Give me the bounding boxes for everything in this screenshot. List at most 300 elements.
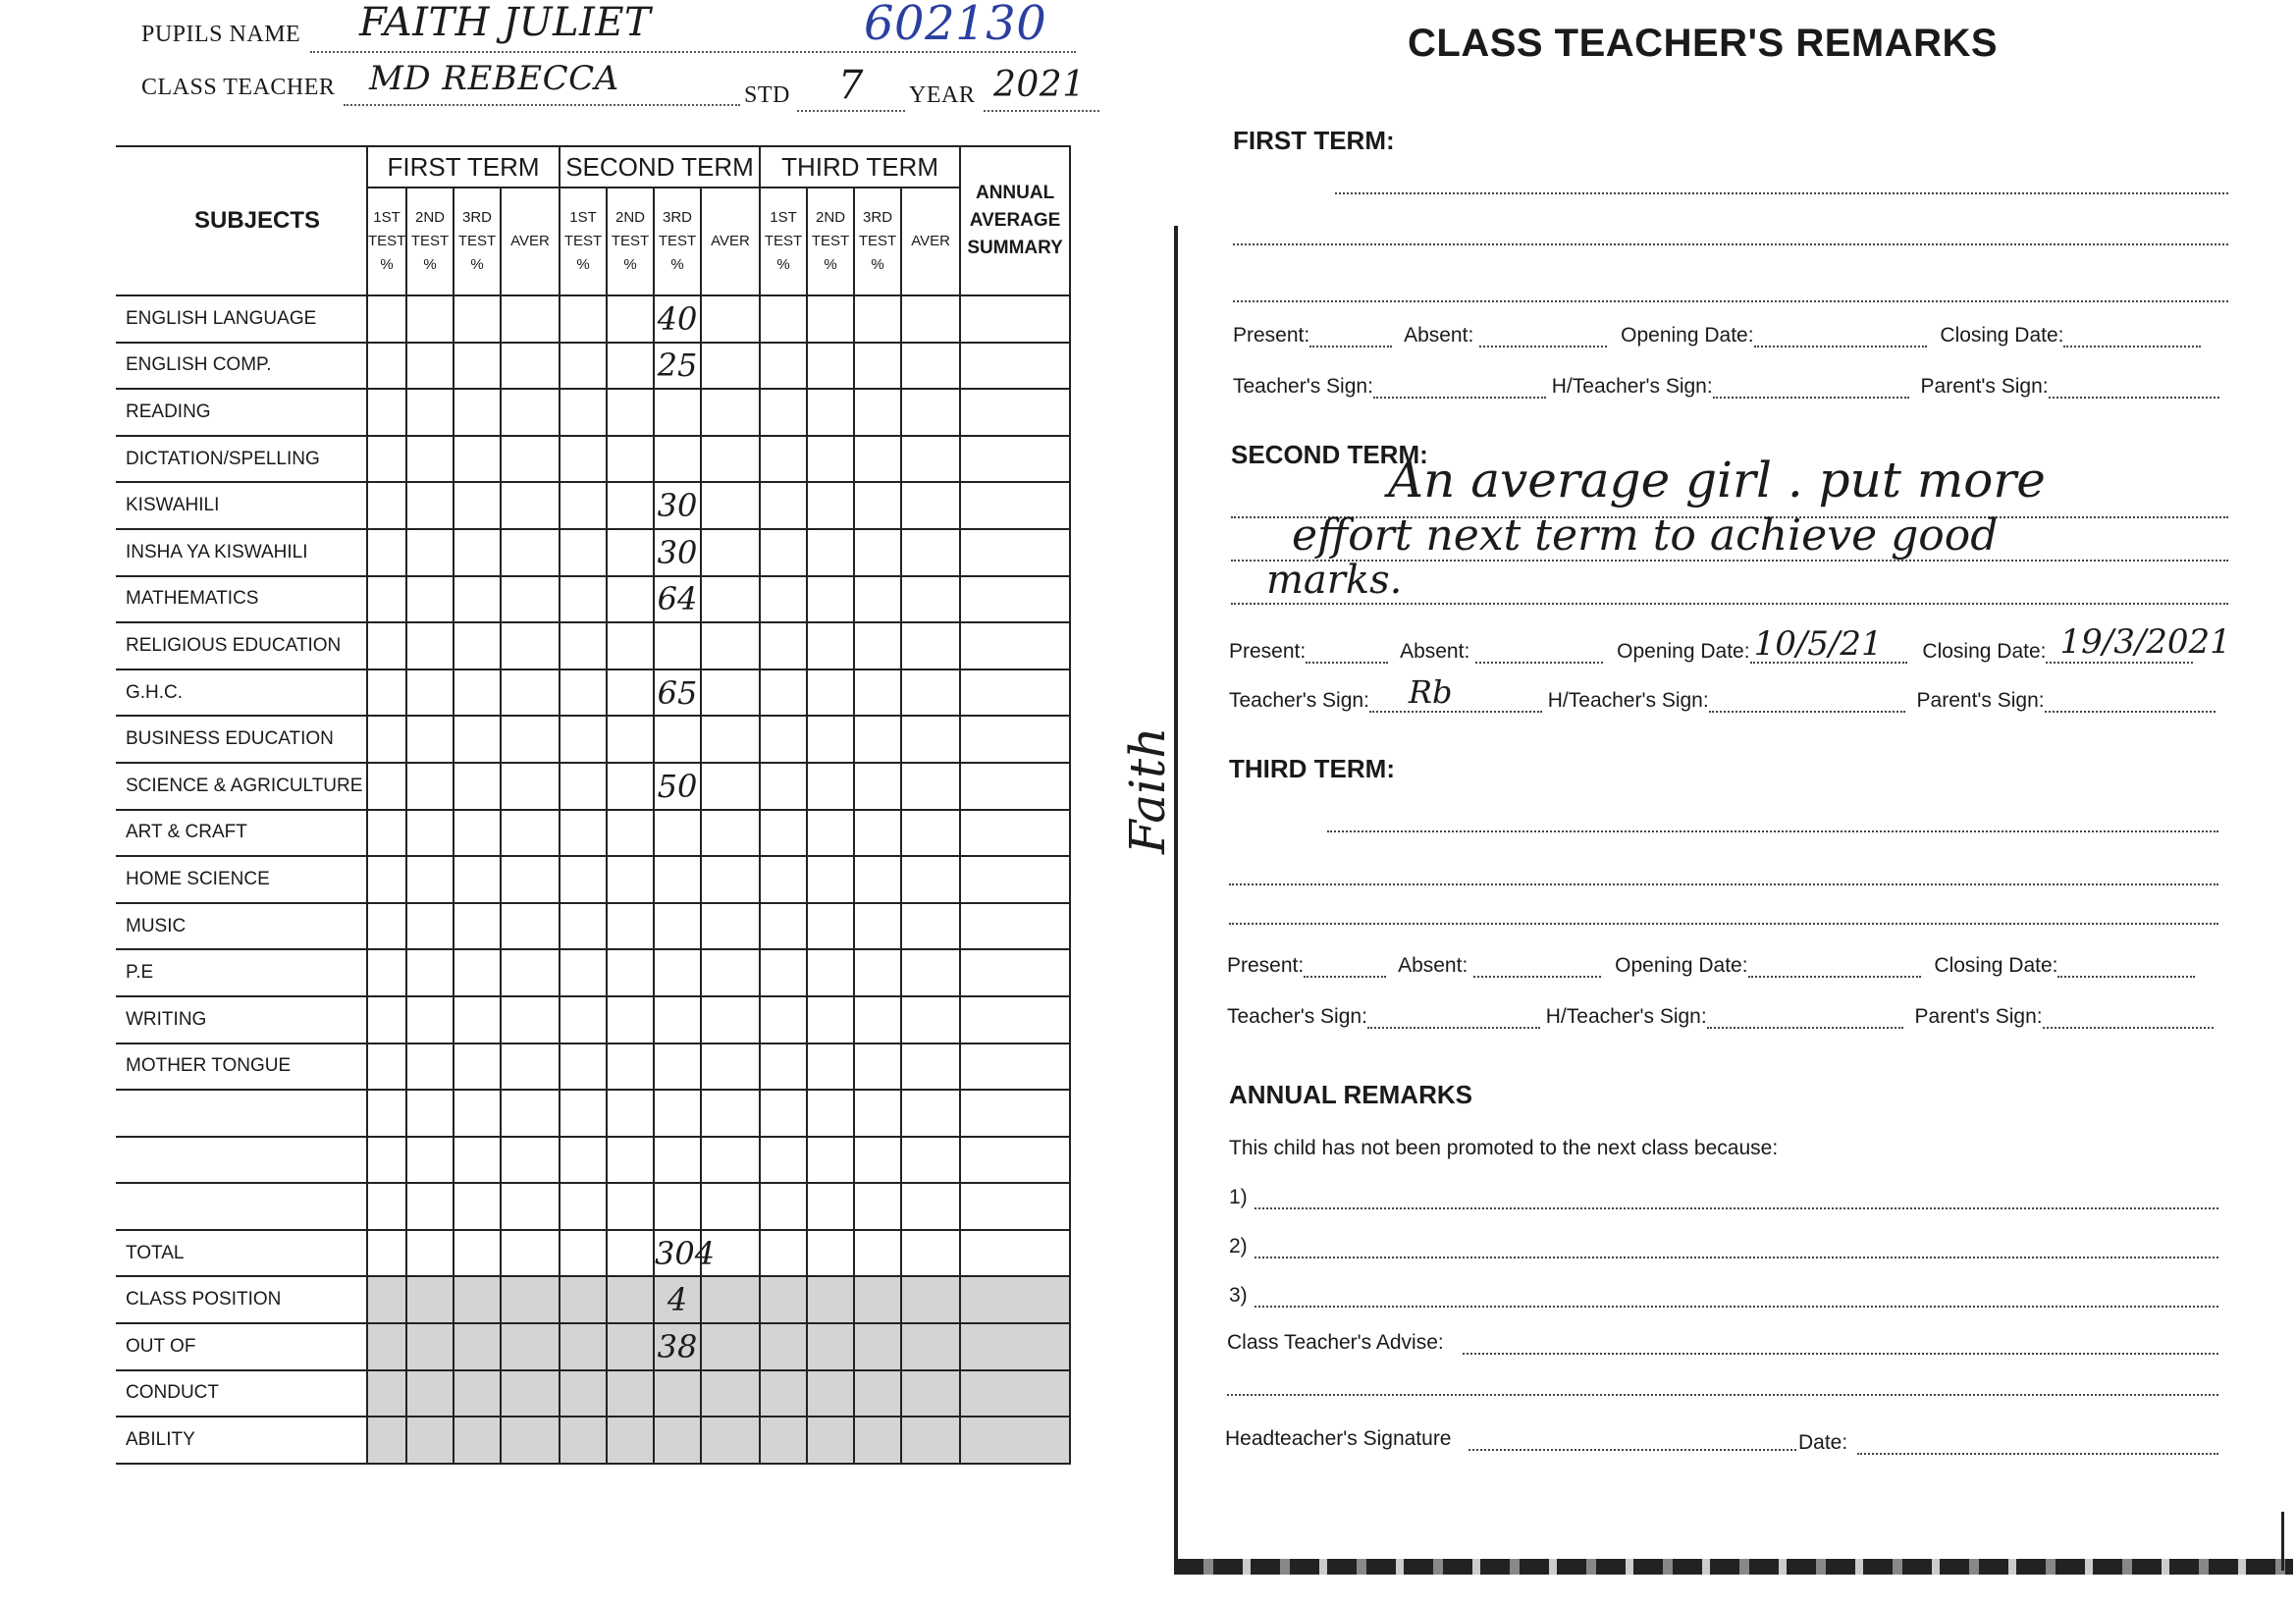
score-cell — [854, 716, 901, 763]
score-cell — [406, 1323, 454, 1370]
score-cell — [807, 1276, 854, 1323]
table-row — [116, 389, 1070, 436]
term-1-col-2-header: 2ND TEST % — [406, 187, 454, 295]
score-cell — [501, 1183, 560, 1230]
score-cell — [701, 903, 760, 950]
table-row — [116, 576, 1070, 623]
score-cell — [760, 810, 807, 857]
absent-field — [1475, 644, 1603, 664]
score-cell — [901, 1137, 960, 1184]
first-term-title: FIRST TERM: — [1233, 126, 1395, 155]
score-cell — [454, 716, 501, 763]
head-sign-label: H/Teacher's Sign: — [1547, 689, 1709, 712]
class-teacher-value: MD REBECCA — [369, 59, 619, 98]
score-cell — [760, 949, 807, 996]
second-term-3rd-test-score: 30 — [654, 529, 701, 576]
score-cell — [607, 763, 654, 810]
table-row — [116, 1183, 1070, 1230]
score-cell — [854, 622, 901, 669]
table-row — [116, 763, 1070, 810]
present-field — [1304, 958, 1386, 978]
class-teacher-advise-label: Class Teacher's Advise: — [1227, 1331, 1444, 1354]
score-cell — [607, 1183, 654, 1230]
score-cell — [701, 716, 760, 763]
score-cell — [406, 576, 454, 623]
first-term-line-1 — [1335, 192, 2228, 194]
score-cell — [501, 949, 560, 996]
score-cell — [406, 949, 454, 996]
score-cell — [501, 669, 560, 717]
second-term-3rd-test-score — [654, 1090, 701, 1137]
score-cell — [406, 763, 454, 810]
second-term-3rd-test-score: 4 — [654, 1276, 701, 1323]
score-cell — [367, 436, 406, 483]
teacher-sign-field — [1367, 1009, 1540, 1029]
year-value: 2021 — [993, 65, 1086, 105]
score-cell — [501, 903, 560, 950]
score-cell — [901, 576, 960, 623]
headteacher-signature-label: Headteacher's Signature — [1225, 1427, 1452, 1450]
score-cell — [560, 1370, 607, 1418]
teacher-sign-label: Teacher's Sign: — [1227, 1005, 1367, 1028]
subject-name: ABILITY — [116, 1417, 367, 1464]
score-cell — [560, 1137, 607, 1184]
score-cell — [701, 1323, 760, 1370]
date-line — [1857, 1453, 2218, 1455]
second-term-3rd-test-score — [654, 622, 701, 669]
score-cell — [854, 1370, 901, 1418]
subject-name: BUSINESS EDUCATION — [116, 716, 367, 763]
score-cell — [454, 949, 501, 996]
annual-item-3-line — [1255, 1306, 2218, 1308]
score-cell — [807, 1417, 854, 1464]
score-cell — [807, 622, 854, 669]
score-cell — [960, 669, 1070, 717]
table-row — [116, 482, 1070, 529]
pupil-name-value: FAITH JULIET — [359, 0, 652, 45]
score-cell — [760, 1137, 807, 1184]
score-cell — [454, 295, 501, 343]
score-cell — [901, 482, 960, 529]
score-cell — [607, 529, 654, 576]
score-cell — [501, 1090, 560, 1137]
score-cell — [960, 1090, 1070, 1137]
score-cell — [607, 436, 654, 483]
score-cell — [901, 295, 960, 343]
score-cell — [367, 389, 406, 436]
score-cell — [807, 295, 854, 343]
score-cell — [807, 669, 854, 717]
second-term-3rd-test-score — [654, 1137, 701, 1184]
score-cell — [501, 1417, 560, 1464]
second-term-3rd-test-score — [654, 903, 701, 950]
score-cell — [701, 949, 760, 996]
score-cell — [560, 576, 607, 623]
score-cell — [406, 1043, 454, 1091]
score-cell — [701, 669, 760, 717]
score-cell — [501, 482, 560, 529]
score-cell — [501, 716, 560, 763]
score-cell — [454, 622, 501, 669]
score-cell — [501, 343, 560, 390]
score-cell — [501, 436, 560, 483]
marks-body — [116, 295, 1070, 1464]
score-cell — [760, 1183, 807, 1230]
score-cell — [701, 810, 760, 857]
score-cell — [560, 949, 607, 996]
table-row — [116, 996, 1070, 1043]
subject-name — [116, 1090, 367, 1137]
second-term-3rd-test-score: 30 — [654, 482, 701, 529]
score-cell — [406, 716, 454, 763]
table-row — [116, 1090, 1070, 1137]
score-cell — [406, 1417, 454, 1464]
score-cell — [367, 996, 406, 1043]
second-term-3rd-test-score — [654, 1183, 701, 1230]
score-cell — [607, 1276, 654, 1323]
score-cell — [367, 482, 406, 529]
score-cell — [406, 343, 454, 390]
annual-item-3: 3) — [1229, 1284, 1248, 1307]
score-cell — [854, 810, 901, 857]
score-cell — [367, 716, 406, 763]
score-cell — [406, 1090, 454, 1137]
table-row — [116, 295, 1070, 343]
score-cell — [807, 1043, 854, 1091]
score-cell — [367, 669, 406, 717]
present-label: Present: — [1229, 640, 1307, 663]
score-cell — [901, 1370, 960, 1418]
score-cell — [760, 436, 807, 483]
third-term-line-3 — [1229, 923, 2218, 925]
table-row — [116, 1276, 1070, 1323]
opening-label: Opening Date: — [1621, 324, 1754, 347]
second-term-remark-line-3: marks. — [1266, 558, 1403, 603]
second-term-signs — [1229, 673, 2216, 713]
score-cell — [760, 343, 807, 390]
score-cell — [901, 996, 960, 1043]
score-cell — [760, 1370, 807, 1418]
score-cell — [960, 343, 1070, 390]
opening-label: Opening Date: — [1615, 954, 1748, 977]
score-cell — [406, 529, 454, 576]
remarks-title: CLASS TEACHER'S REMARKS — [1408, 22, 1999, 65]
table-row — [116, 903, 1070, 950]
score-cell — [760, 622, 807, 669]
score-cell — [901, 810, 960, 857]
second-opening-date: 10/5/21 — [1753, 624, 1883, 664]
table-row — [116, 1417, 1070, 1464]
score-cell — [760, 716, 807, 763]
score-cell — [560, 810, 607, 857]
score-cell — [454, 389, 501, 436]
score-cell — [901, 343, 960, 390]
table-row — [116, 949, 1070, 996]
subject-name: RELIGIOUS EDUCATION — [116, 622, 367, 669]
closing-field — [2063, 328, 2201, 348]
pupil-name-line — [141, 0, 1084, 53]
subject-name: CLASS POSITION — [116, 1276, 367, 1323]
second-term-3rd-test-score — [654, 949, 701, 996]
score-cell — [960, 716, 1070, 763]
page-edge-left — [1174, 226, 1178, 1561]
score-cell — [406, 436, 454, 483]
score-cell — [901, 763, 960, 810]
score-cell — [607, 482, 654, 529]
score-cell — [701, 436, 760, 483]
score-cell — [901, 389, 960, 436]
score-cell — [367, 295, 406, 343]
second-term-3rd-test-score — [654, 436, 701, 483]
score-cell — [854, 1183, 901, 1230]
score-cell — [501, 1230, 560, 1277]
score-cell — [901, 669, 960, 717]
score-cell — [854, 1323, 901, 1370]
score-cell — [367, 763, 406, 810]
score-cell — [960, 1183, 1070, 1230]
score-cell — [960, 1323, 1070, 1370]
score-cell — [760, 576, 807, 623]
term-3-col-2-header: 2ND TEST % — [807, 187, 854, 295]
subject-name: HOME SCIENCE — [116, 856, 367, 903]
second-term-3rd-test-score — [654, 1370, 701, 1418]
score-cell — [854, 576, 901, 623]
score-cell — [807, 1183, 854, 1230]
score-cell — [854, 1276, 901, 1323]
score-cell — [560, 295, 607, 343]
score-cell — [501, 763, 560, 810]
annual-item-1-line — [1255, 1207, 2218, 1209]
score-cell — [901, 622, 960, 669]
score-cell — [854, 1230, 901, 1277]
score-cell — [367, 1276, 406, 1323]
teacher-sign-label: Teacher's Sign: — [1233, 375, 1373, 398]
score-cell — [854, 1417, 901, 1464]
score-cell — [607, 1137, 654, 1184]
score-cell — [854, 343, 901, 390]
annual-average-header: ANNUAL AVERAGE SUMMARY — [960, 146, 1070, 295]
score-cell — [760, 1090, 807, 1137]
score-cell — [367, 810, 406, 857]
third-term-line-2 — [1229, 883, 2218, 885]
score-cell — [454, 576, 501, 623]
score-cell — [760, 903, 807, 950]
score-cell — [501, 529, 560, 576]
score-cell — [454, 810, 501, 857]
page-edge-right — [2281, 1512, 2284, 1571]
second-term-line-3 — [1231, 603, 2228, 605]
second-term-3rd-test-score: 50 — [654, 763, 701, 810]
head-sign-field — [1713, 379, 1909, 399]
score-cell — [607, 716, 654, 763]
second-term-3rd-test-score — [654, 996, 701, 1043]
score-cell — [607, 343, 654, 390]
score-cell — [367, 1043, 406, 1091]
score-cell — [607, 1090, 654, 1137]
score-cell — [760, 1230, 807, 1277]
spine-handwritten-name: Faith — [1119, 726, 1176, 854]
score-cell — [960, 763, 1070, 810]
score-cell — [406, 1137, 454, 1184]
annual-item-2: 2) — [1229, 1235, 1248, 1257]
head-sign-field — [1709, 693, 1905, 713]
closing-field — [2046, 622, 2231, 664]
absent-label: Absent: — [1404, 324, 1474, 347]
score-cell — [960, 810, 1070, 857]
score-cell — [807, 1137, 854, 1184]
score-cell — [406, 1230, 454, 1277]
score-cell — [560, 1043, 607, 1091]
class-teacher-advise-line-1 — [1463, 1353, 2218, 1355]
score-cell — [760, 669, 807, 717]
subject-name: ENGLISH LANGUAGE — [116, 295, 367, 343]
score-cell — [367, 1370, 406, 1418]
score-cell — [406, 295, 454, 343]
third-term-line-1 — [1327, 830, 2218, 832]
closing-label: Closing Date: — [1934, 954, 2058, 977]
marks-table — [116, 145, 1071, 1465]
parent-sign-label: Parent's Sign: — [1914, 1005, 2043, 1028]
teacher-sign-field — [1369, 673, 1542, 713]
score-cell — [367, 1137, 406, 1184]
term-3-col-1-header: 1ST TEST % — [760, 187, 807, 295]
table-row — [116, 1043, 1070, 1091]
score-cell — [960, 856, 1070, 903]
score-cell — [960, 1370, 1070, 1418]
score-cell — [501, 622, 560, 669]
score-cell — [901, 1417, 960, 1464]
second-term-3rd-test-score — [654, 1043, 701, 1091]
score-cell — [406, 482, 454, 529]
score-cell — [960, 436, 1070, 483]
score-cell — [454, 529, 501, 576]
head-sign-label: H/Teacher's Sign: — [1551, 375, 1713, 398]
opening-label: Opening Date: — [1617, 640, 1750, 663]
subject-name: MOTHER TONGUE — [116, 1043, 367, 1091]
score-cell — [367, 622, 406, 669]
score-cell — [701, 996, 760, 1043]
table-row — [116, 1137, 1070, 1184]
score-cell — [701, 856, 760, 903]
score-cell — [807, 1370, 854, 1418]
std-dots — [797, 110, 905, 112]
score-cell — [760, 389, 807, 436]
score-cell — [607, 903, 654, 950]
score-cell — [560, 996, 607, 1043]
score-cell — [367, 903, 406, 950]
score-cell — [367, 856, 406, 903]
second-term-3rd-test-score — [654, 810, 701, 857]
score-cell — [607, 576, 654, 623]
second-term-remark-line-2: effort next term to achieve good — [1292, 510, 1999, 561]
score-cell — [807, 1230, 854, 1277]
score-cell — [807, 716, 854, 763]
pupil-name-dots — [310, 51, 1076, 53]
score-cell — [406, 1183, 454, 1230]
term-1-col-1-header: 1ST TEST % — [367, 187, 406, 295]
class-teacher-label: CLASS TEACHER — [141, 75, 336, 100]
score-cell — [560, 856, 607, 903]
subject-name: P.E — [116, 949, 367, 996]
score-cell — [501, 996, 560, 1043]
term-1-col-3-header: 3RD TEST % — [454, 187, 501, 295]
score-cell — [367, 576, 406, 623]
table-row — [116, 343, 1070, 390]
score-cell — [501, 856, 560, 903]
score-cell — [901, 1323, 960, 1370]
year-dots — [984, 110, 1099, 112]
subject-name: MATHEMATICS — [116, 576, 367, 623]
score-cell — [560, 436, 607, 483]
score-cell — [901, 716, 960, 763]
present-field — [1306, 644, 1388, 664]
score-cell — [560, 1276, 607, 1323]
remarks-page — [1119, 0, 2296, 1605]
second-term-3rd-test-score: 40 — [654, 295, 701, 343]
score-cell — [960, 622, 1070, 669]
score-cell — [607, 996, 654, 1043]
score-cell — [901, 1043, 960, 1091]
score-cell — [807, 436, 854, 483]
score-cell — [607, 810, 654, 857]
score-cell — [607, 622, 654, 669]
first-term-line-3 — [1233, 300, 2228, 302]
score-cell — [454, 903, 501, 950]
score-cell — [807, 763, 854, 810]
parent-sign-field — [2045, 693, 2216, 713]
date-label: Date: — [1798, 1431, 1848, 1454]
second-term-3rd-test-score: 38 — [654, 1323, 701, 1370]
score-cell — [760, 482, 807, 529]
score-cell — [406, 389, 454, 436]
subject-name: WRITING — [116, 996, 367, 1043]
third-term-header: THIRD TERM — [760, 146, 960, 187]
subject-name: TOTAL — [116, 1230, 367, 1277]
absent-label: Absent: — [1398, 954, 1468, 977]
score-cell — [406, 903, 454, 950]
table-row — [116, 622, 1070, 669]
score-cell — [901, 1090, 960, 1137]
score-cell — [960, 1417, 1070, 1464]
score-cell — [560, 716, 607, 763]
score-cell — [960, 482, 1070, 529]
annual-item-1: 1) — [1229, 1186, 1248, 1208]
score-cell — [854, 1043, 901, 1091]
score-cell — [367, 1323, 406, 1370]
score-cell — [454, 996, 501, 1043]
score-cell — [501, 810, 560, 857]
score-cell — [501, 1323, 560, 1370]
second-term-3rd-test-score — [654, 716, 701, 763]
score-cell — [854, 1090, 901, 1137]
score-cell — [607, 949, 654, 996]
second-teacher-signature: Rb — [1408, 673, 1453, 711]
score-cell — [807, 856, 854, 903]
score-cell — [960, 1043, 1070, 1091]
absent-label: Absent: — [1400, 640, 1470, 663]
admission-number: 602130 — [864, 0, 1047, 51]
annual-item-2-line — [1255, 1257, 2218, 1258]
score-cell — [406, 856, 454, 903]
score-cell — [701, 389, 760, 436]
page-edge-bottom — [1174, 1559, 2293, 1575]
score-cell — [560, 1230, 607, 1277]
class-teacher-line — [141, 59, 1103, 108]
table-row — [116, 716, 1070, 763]
score-cell — [960, 949, 1070, 996]
score-cell — [701, 576, 760, 623]
table-row — [116, 436, 1070, 483]
